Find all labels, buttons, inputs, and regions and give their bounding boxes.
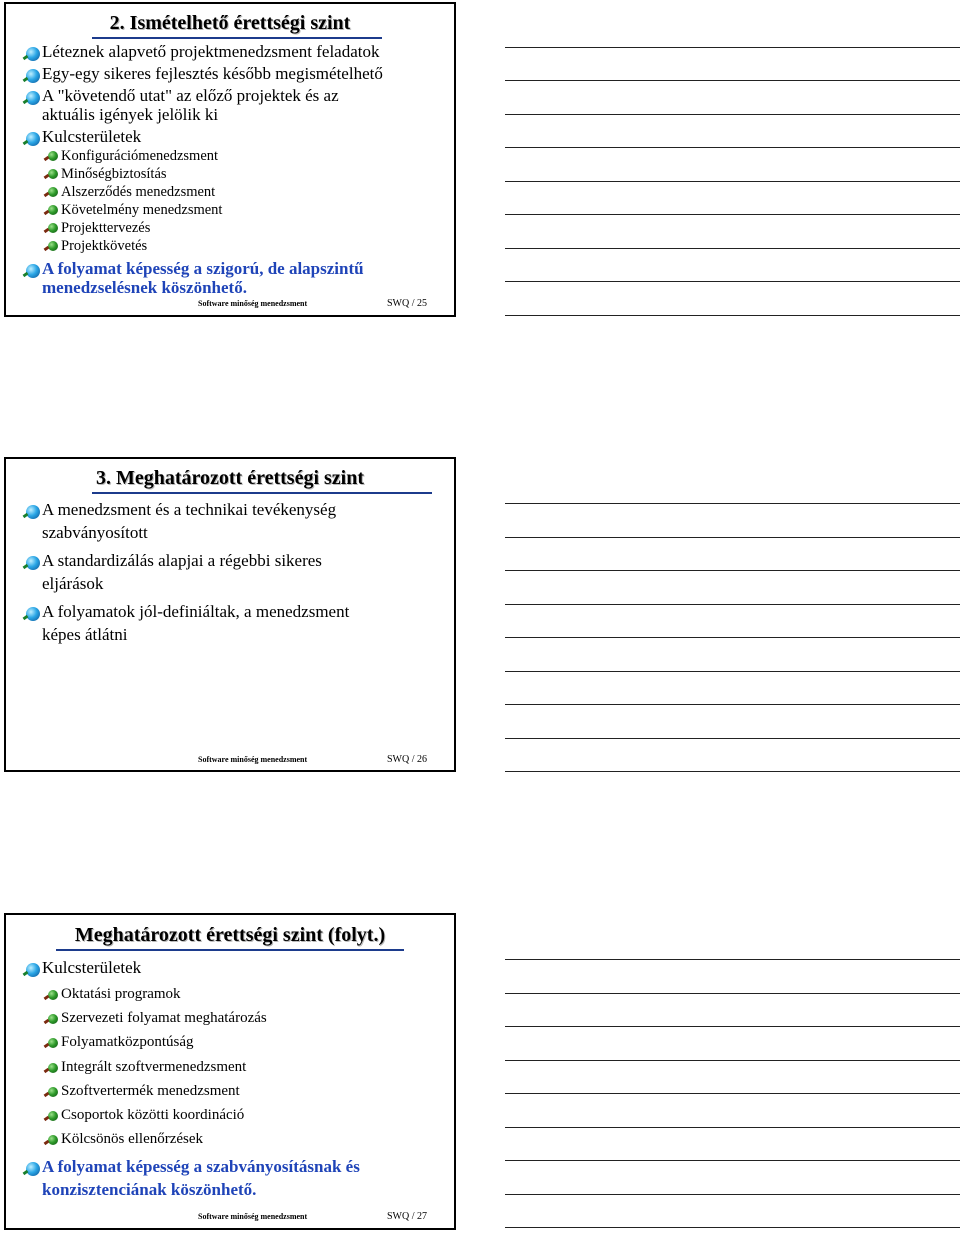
green-sphere-bullet-icon	[48, 1063, 58, 1073]
blue-sphere-bullet-icon	[26, 607, 40, 621]
blue-sphere-bullet-icon	[26, 963, 40, 977]
bullet-text: Léteznek alapvető projektmenedzsment feladatok	[42, 42, 380, 61]
slide-footer: Software minőség menedzsment	[198, 1212, 308, 1221]
green-sphere-bullet-icon	[48, 1135, 58, 1145]
green-sphere-bullet-icon	[48, 223, 58, 233]
note-line	[505, 147, 960, 148]
note-line	[505, 114, 960, 115]
note-line	[505, 637, 960, 638]
bullet-text: A "követendő utat" az előző projektek és az	[42, 86, 339, 105]
sub-bullet-text: Csoportok közötti koordináció	[61, 1107, 245, 1123]
blue-sphere-bullet-icon	[26, 264, 40, 278]
note-line	[505, 1026, 960, 1027]
emphasis-text: A folyamat képesség a szigorú, de alapszintű	[42, 259, 364, 278]
bullet-text: A folyamatok jól-definiáltak, a menedzsment	[42, 602, 350, 621]
note-line	[505, 959, 960, 960]
note-line	[505, 771, 960, 772]
green-sphere-bullet-icon	[48, 1038, 58, 1048]
bullet-text: Egy-egy sikeres fejlesztés később megismételhető	[42, 64, 383, 83]
note-line	[505, 1160, 960, 1161]
note-line	[505, 503, 960, 504]
blue-sphere-bullet-icon	[26, 69, 40, 83]
slide-title: Meghatározott érettségi szint (folyt.)	[74, 924, 386, 946]
sub-bullet-text: Minőségbiztosítás	[61, 166, 167, 182]
note-line	[505, 1093, 960, 1094]
sub-bullet-text: Szoftvertermék menedzsment	[61, 1083, 240, 1099]
green-sphere-bullet-icon	[48, 169, 58, 179]
sub-bullet-text: Folyamatközpontúság	[61, 1034, 194, 1050]
sub-bullet-text: Projektkövetés	[61, 238, 148, 254]
bullet-text-continued: képes átlátni	[42, 625, 128, 644]
slide-25	[4, 2, 456, 317]
note-line	[505, 181, 960, 182]
blue-sphere-bullet-icon	[26, 47, 40, 61]
bullet-text: Kulcsterületek	[42, 958, 142, 977]
green-sphere-bullet-icon	[48, 241, 58, 251]
sub-bullet-text: Integrált szoftvermenedzsment	[61, 1059, 247, 1075]
sub-bullet-text: Kölcsönös ellenőrzések	[61, 1131, 204, 1147]
green-sphere-bullet-icon	[48, 205, 58, 215]
blue-sphere-bullet-icon	[26, 1162, 40, 1176]
page-number: SWQ / 27	[387, 1211, 427, 1222]
green-sphere-bullet-icon	[48, 151, 58, 161]
note-line	[505, 1227, 960, 1228]
note-line	[505, 248, 960, 249]
sub-bullet-text: Projekttervezés	[61, 220, 151, 236]
note-line	[505, 1194, 960, 1195]
page-number: SWQ / 25	[387, 298, 427, 309]
green-sphere-bullet-icon	[48, 1014, 58, 1024]
sub-bullet-text: Alszerződés menedzsment	[61, 184, 216, 200]
green-sphere-bullet-icon	[48, 187, 58, 197]
green-sphere-bullet-icon	[48, 1087, 58, 1097]
slide-footer: Software minőség menedzsment	[198, 755, 308, 764]
slide-footer: Software minőség menedzsment	[198, 299, 308, 308]
title-rule	[92, 492, 432, 494]
note-line	[505, 281, 960, 282]
title-rule	[92, 37, 382, 39]
bullet-text: A menedzsment és a technikai tevékenység	[42, 500, 337, 519]
note-line	[505, 214, 960, 215]
green-sphere-bullet-icon	[48, 1111, 58, 1121]
page-number: SWQ / 26	[387, 754, 427, 765]
bullet-text-continued: eljárások	[42, 574, 104, 593]
slide-title: 2. Ismételhető érettségi szint	[109, 12, 351, 34]
note-line	[505, 704, 960, 705]
title-rule	[56, 949, 404, 951]
sub-bullet-text: Oktatási programok	[61, 986, 181, 1002]
note-line	[505, 604, 960, 605]
bullet-text-continued: aktuális igények jelölik ki	[42, 105, 219, 124]
note-line	[505, 80, 960, 81]
slide-title: 3. Meghatározott érettségi szint	[95, 467, 365, 489]
note-line	[505, 738, 960, 739]
note-line	[505, 1060, 960, 1061]
bullet-text: Kulcsterületek	[42, 127, 142, 146]
note-line	[505, 315, 960, 316]
bullet-text-continued: szabványosított	[42, 523, 148, 542]
bullet-text: A standardizálás alapjai a régebbi sikeres	[42, 551, 322, 570]
emphasis-text: A folyamat képesség a szabványosításnak és	[42, 1157, 360, 1176]
sub-bullet-text: Követelmény menedzsment	[61, 202, 223, 218]
blue-sphere-bullet-icon	[26, 505, 40, 519]
blue-sphere-bullet-icon	[26, 91, 40, 105]
slide-27	[4, 913, 456, 1230]
blue-sphere-bullet-icon	[26, 556, 40, 570]
emphasis-text-continued: konzisztenciának köszönhető.	[42, 1180, 257, 1199]
sub-bullet-text: Konfigurációmenedzsment	[61, 148, 219, 164]
sub-bullet-text: Szervezeti folyamat meghatározás	[61, 1010, 267, 1026]
note-line	[505, 47, 960, 48]
blue-sphere-bullet-icon	[26, 132, 40, 146]
slide-26	[4, 457, 456, 772]
emphasis-text-continued: menedzselésnek köszönhető.	[42, 278, 247, 297]
note-line	[505, 993, 960, 994]
note-line	[505, 671, 960, 672]
note-line	[505, 1127, 960, 1128]
note-line	[505, 537, 960, 538]
green-sphere-bullet-icon	[48, 990, 58, 1000]
note-line	[505, 570, 960, 571]
